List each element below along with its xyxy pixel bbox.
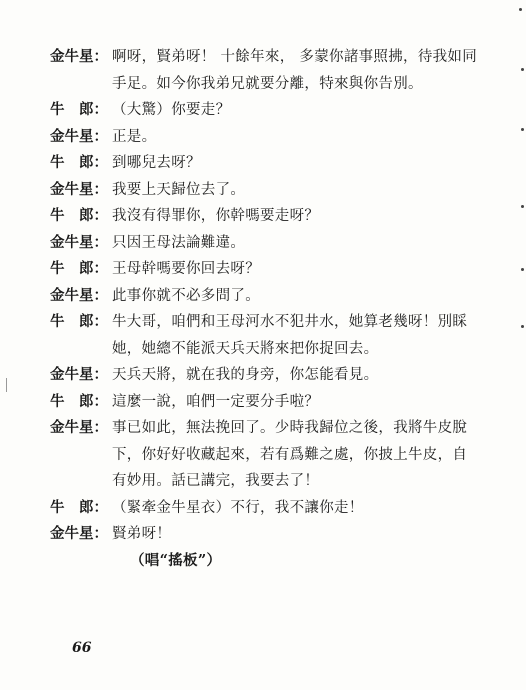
dialogue-line: 正是。 — [112, 128, 157, 145]
speaker-name: 金牛星： — [50, 366, 108, 383]
dialogue-line: 王母幹嗎要你回去呀？ — [112, 261, 260, 277]
page-number: 66 — [72, 640, 92, 656]
speaker-name: 牛 郎： — [50, 392, 108, 410]
speaker-name: 牛 郎： — [50, 207, 108, 224]
dialogue-entry — [50, 177, 480, 204]
dialogue-entry — [50, 415, 480, 495]
margin-speck — [6, 378, 7, 392]
dialogue-line: （緊牽金牛星衣）不行，我不讓你走！ — [112, 499, 364, 516]
speaker-name: 牛 郎： — [50, 498, 108, 516]
margin-speck — [521, 325, 524, 328]
speaker-name: 金牛星： — [50, 419, 108, 436]
dialogue-entry — [50, 256, 480, 283]
margin-speck — [521, 268, 524, 271]
speaker-name: 牛 郎： — [50, 260, 108, 277]
dialogue-entry — [50, 203, 480, 230]
dialogue-line: 事已如此，無法挽回了。少時我歸位之後，我將牛皮脫下，你好好收藏起來，若有爲難之處，你披上牛皮，自有妙用。話已講完，我要去了！ — [112, 420, 468, 489]
margin-speck — [521, 205, 524, 208]
speaker-name: 金牛星： — [50, 127, 108, 145]
dialogue-line: 只因王母法論難違。 — [112, 234, 246, 251]
dialogue-entry — [50, 283, 480, 310]
dialogue-line: 到哪兒去呀？ — [112, 155, 201, 171]
dialogue-entry — [50, 521, 480, 548]
dialogue-entry — [50, 230, 480, 257]
stage-direction-text: （唱“搖板”） — [130, 551, 222, 569]
speaker-name: 牛 郎： — [50, 313, 108, 330]
speaker-name: 金牛星： — [50, 180, 108, 198]
dialogue-entry — [50, 124, 480, 151]
dialogue-line: 天兵天將，就在我的身旁，你怎能看見。 — [112, 367, 379, 383]
stage-direction — [50, 548, 480, 575]
dialogue-line: 賢弟呀！ — [112, 526, 172, 542]
script-dialogue — [50, 44, 480, 574]
margin-speck — [521, 68, 524, 71]
dialogue-entry — [50, 44, 480, 97]
speaker-name: 金牛星： — [50, 286, 108, 304]
speaker-name: 牛 郎： — [50, 101, 108, 118]
dialogue-line: （大驚）你要走？ — [112, 102, 231, 118]
dialogue-line: 此事你就不必多問了。 — [112, 287, 260, 304]
speaker-name: 牛 郎： — [50, 154, 108, 171]
margin-speck — [521, 128, 524, 131]
dialogue-entry — [50, 495, 480, 522]
speaker-name: 金牛星： — [50, 233, 108, 251]
dialogue-entry — [50, 97, 480, 124]
dialogue-line: 我要上天歸位去了。 — [112, 181, 246, 198]
speaker-name: 金牛星： — [50, 48, 108, 65]
speaker-name: 金牛星： — [50, 525, 108, 542]
margin-speck — [519, 8, 522, 11]
dialogue-line: 這麼一說，咱們一定要分手啦？ — [112, 393, 320, 410]
dialogue-line: 我沒有得罪你，你幹嗎要走呀？ — [112, 208, 320, 224]
dialogue-line: 啊呀，賢弟呀！ 十餘年來， 多蒙你諸事照拂，待我如同手足。如今你我弟兄就要分離，特來與你告別。 — [112, 49, 478, 92]
dialogue-entry — [50, 362, 480, 389]
dialogue-entry — [50, 309, 480, 362]
dialogue-entry — [50, 150, 480, 177]
dialogue-entry — [50, 389, 480, 416]
dialogue-line: 牛大哥，咱們和王母河水不犯井水，她算老幾呀！別睬她，她總不能派天兵天將來把你捉回去。 — [112, 314, 468, 357]
